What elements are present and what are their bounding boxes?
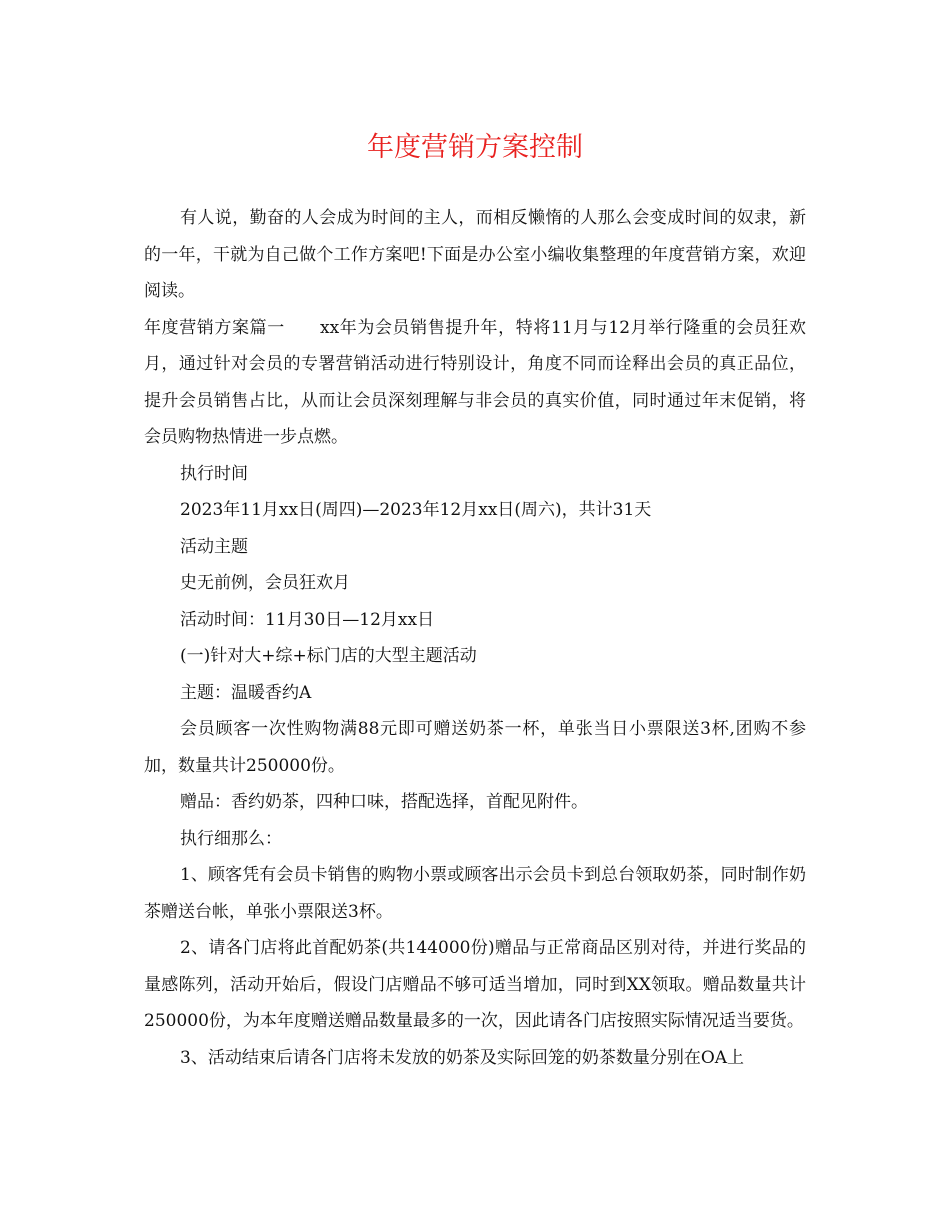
paragraph-plan-one: 年度营销方案篇一 xx年为会员销售提升年，特将11月与12月举行隆重的会员狂欢月，通过针对会员的专署营销活动进行特别设计，角度不同而诠释出会员的真正品位，提升会员销售占比，从而让会员深刻理解与非会员的真实价值，同时通过年末促销，将会员购物热情进一步点燃。 bbox=[144, 317, 806, 447]
list-item-3: 3、活动结束后请各门店将未发放的奶茶及实际回笼的奶茶数量分别在OA上 bbox=[180, 1047, 745, 1068]
document-body bbox=[144, 200, 806, 1076]
paragraph-offer: 会员顾客一次性购物满88元即可赠送奶茶一杯，单张当日小票限送3杯,团购不参加，数量共计250000份。 bbox=[144, 719, 806, 776]
heading-execution-details: 执行细那么： bbox=[180, 828, 282, 849]
heading-execution-time: 执行时间 bbox=[180, 463, 248, 484]
paragraph-intro: 有人说，勤奋的人会成为时间的主人，而相反懒惰的人那么会变成时间的奴隶，新的一年，干就为自己做个工作方案吧!下面是办公室小编收集整理的年度营销方案，欢迎阅读。 bbox=[144, 208, 806, 301]
list-item-2: 2、请各门店将此首配奶茶(共144000份)赠品与正常商品区别对待，并进行奖品的量感陈列，活动开始后，假设门店赠品不够可适当增加，同时到XX领取。赠品数量共计250000份，为本年度赠送赠品数量最多的一次，因此请各门店按照实际情况适当要货。 bbox=[144, 938, 806, 1031]
heading-activity-theme: 活动主题 bbox=[180, 536, 248, 557]
heading-section-one: (一)针对大+综+标门店的大型主题活动 bbox=[180, 646, 477, 666]
paragraph-subtheme: 主题：温暖香约A bbox=[180, 682, 312, 703]
document-title: 年度营销方案控制 bbox=[367, 132, 583, 163]
paragraph-date-range: 2023年11月xx日(周四)—2023年12月xx日(周六)，共计31天 bbox=[180, 500, 652, 520]
paragraph-activity-time: 活动时间：11月30日—12月xx日 bbox=[180, 609, 435, 630]
paragraph-theme-text: 史无前例，会员狂欢月 bbox=[180, 573, 350, 593]
paragraph-gift: 赠品：香约奶茶，四种口味，搭配选择，首配见附件。 bbox=[180, 792, 588, 812]
list-item-1: 1、顾客凭有会员卡销售的购物小票或顾客出示会员卡到总台领取奶茶，同时制作奶茶赠送台帐，单张小票限送3杯。 bbox=[144, 865, 806, 922]
